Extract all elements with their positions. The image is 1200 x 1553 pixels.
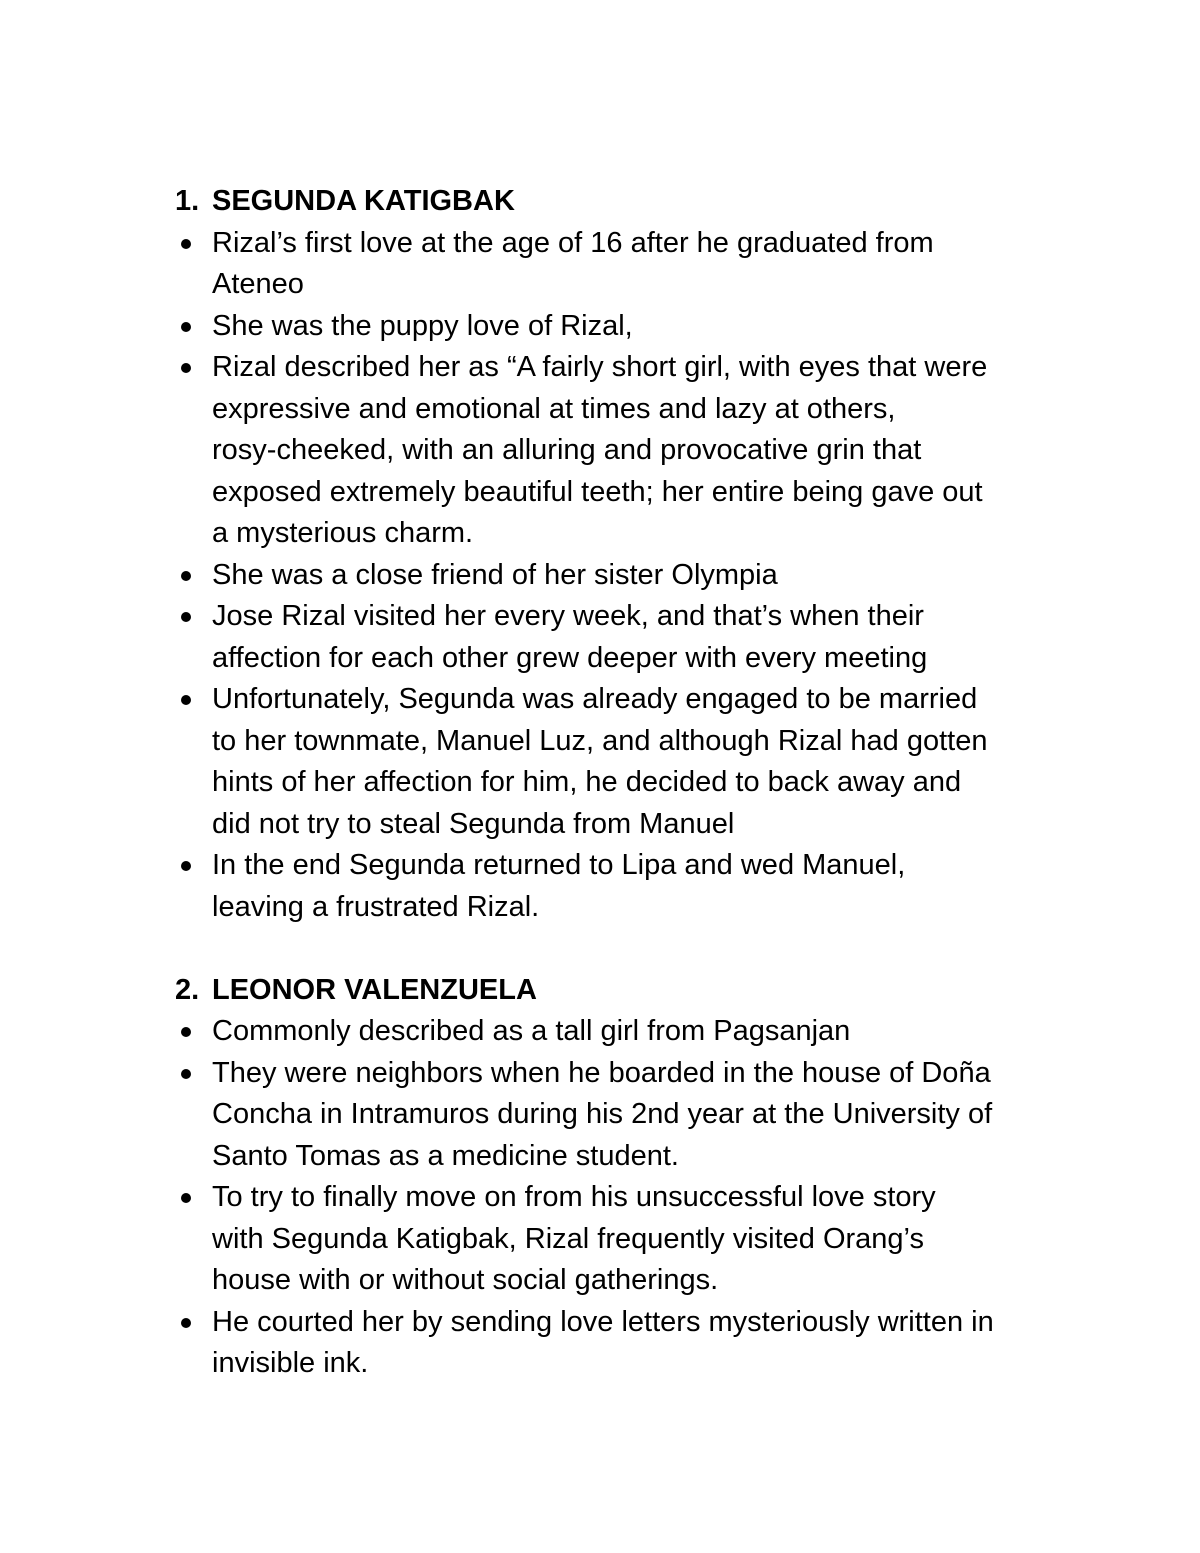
text-line: affection for each other grew deeper with every meeting xyxy=(212,641,928,674)
list-item xyxy=(175,555,1075,597)
list-item xyxy=(175,1011,1075,1053)
bullet-icon xyxy=(181,239,191,249)
text-line: house with or without social gatherings. xyxy=(212,1264,719,1296)
section-leonor-valenzuela xyxy=(175,970,1075,1385)
bullet-icon xyxy=(181,1069,191,1079)
bullet-icon xyxy=(181,1318,191,1328)
bullet-list xyxy=(175,223,1075,929)
text-line: exposed extremely beautiful teeth; her entire being gave out xyxy=(212,475,983,508)
text-line: Jose Rizal visited her every week, and that’s when their xyxy=(212,600,924,632)
list-item xyxy=(175,306,1075,348)
text-line: with Segunda Katigbak, Rizal frequently visited Orang’s xyxy=(212,1222,924,1255)
section-heading xyxy=(175,181,1075,223)
document-content xyxy=(175,181,1075,1385)
list-item xyxy=(175,596,1075,679)
text-line: Santo Tomas as a medicine student. xyxy=(212,1139,679,1172)
list-item xyxy=(175,1177,1075,1302)
bullet-icon xyxy=(181,571,191,581)
list-item xyxy=(175,1302,1075,1385)
bullet-icon xyxy=(181,1027,191,1037)
text-line: She was the puppy love of Rizal, xyxy=(212,309,633,342)
bullet-icon xyxy=(181,612,191,622)
text-line: to her townmate, Manuel Luz, and although Rizal had gotten xyxy=(212,724,988,757)
section-heading xyxy=(175,970,1075,1012)
text-line: invisible ink. xyxy=(212,1347,369,1379)
text-line: Commonly described as a tall girl from Pagsanjan xyxy=(212,1015,851,1047)
section-number: 1. xyxy=(175,185,200,217)
text-line: Ateneo xyxy=(212,268,304,300)
text-line: leaving a frustrated Rizal. xyxy=(212,890,540,923)
text-line: She was a close friend of her sister Olympia xyxy=(212,558,778,591)
bullet-icon xyxy=(181,695,191,705)
section-title-text: SEGUNDA KATIGBAK xyxy=(212,185,515,217)
text-line: Rizal described her as “A fairly short girl, with eyes that were xyxy=(212,351,988,383)
section-number: 2. xyxy=(175,973,200,1006)
text-line: a mysterious charm. xyxy=(212,517,474,549)
text-line: Rizal’s first love at the age of 16 after he graduated from xyxy=(212,226,934,259)
list-item xyxy=(175,679,1075,845)
bullet-icon xyxy=(181,322,191,332)
text-line: They were neighbors when he boarded in the house of Doña xyxy=(212,1056,991,1089)
text-line: In the end Segunda returned to Lipa and wed Manuel, xyxy=(212,849,906,881)
list-item xyxy=(175,347,1075,555)
text-line: Concha in Intramuros during his 2nd year at the University of xyxy=(212,1098,993,1130)
text-line: hints of her affection for him, he decided to back away and xyxy=(212,766,962,798)
bullet-icon xyxy=(181,363,191,373)
bullet-list xyxy=(175,1011,1075,1385)
section-spacer xyxy=(175,928,1075,970)
text-line: He courted her by sending love letters mysteriously written in xyxy=(212,1305,994,1338)
section-segunda-katigbak xyxy=(175,181,1075,928)
bullet-icon xyxy=(181,861,191,871)
list-item xyxy=(175,223,1075,306)
text-line: did not try to steal Segunda from Manuel xyxy=(212,807,735,840)
text-line: Unfortunately, Segunda was already engaged to be married xyxy=(212,683,978,715)
text-line: rosy-cheeked, with an alluring and provocative grin that xyxy=(212,434,922,466)
bullet-icon xyxy=(181,1193,191,1203)
text-line: To try to finally move on from his unsuccessful love story xyxy=(212,1181,936,1213)
text-line: expressive and emotional at times and lazy at others, xyxy=(212,392,896,425)
section-title-text: LEONOR VALENZUELA xyxy=(212,973,537,1006)
list-item xyxy=(175,845,1075,928)
list-item xyxy=(175,1053,1075,1178)
